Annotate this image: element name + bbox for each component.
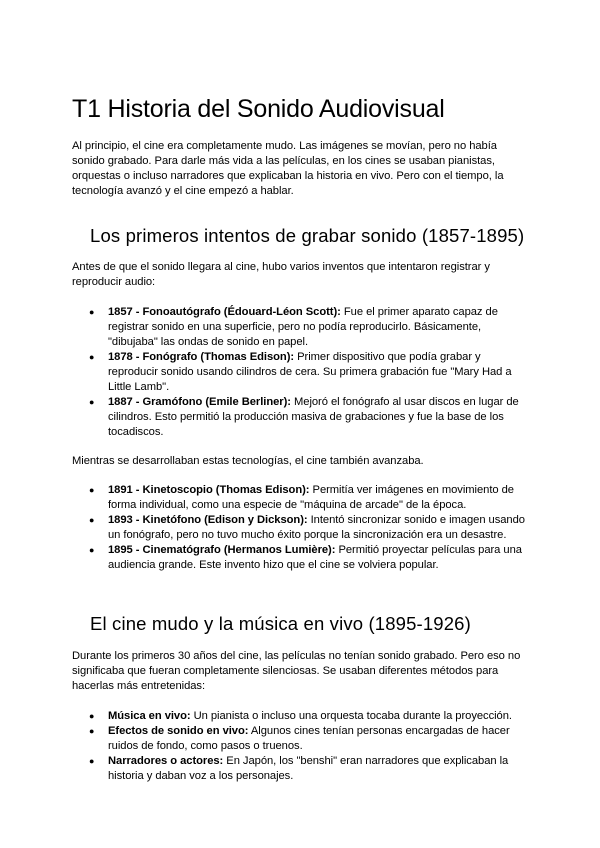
list-item-text: Primer dispositivo que podía grabar y reproducir sonido usando cilindros de cera. Su primera grabación fue "Mary Had a Little Lamb". <box>108 351 512 393</box>
list-item <box>72 709 532 724</box>
list-item-title: 1878 - Fonógrafo (Thomas Edison): <box>108 351 295 363</box>
bullet-icon: ● <box>89 545 95 555</box>
section2-intro-paragraph: Durante los primeros 30 años del cine, las películas no tenían sonido grabado. Pero eso no significaba que fueran completamente silenciosas. Se usaban diferentes métodos para hacerlas más entretenidas: <box>72 650 521 692</box>
bullet-icon: ● <box>89 756 95 766</box>
list-item <box>72 483 532 513</box>
section1-intro-paragraph: Antes de que el sonido llegara al cine, hubo varios inventos que intentaron registrar y reproducir audio: <box>72 261 490 288</box>
document-page <box>72 93 532 784</box>
list-item-title: 1895 - Cinematógrafo (Hermanos Lumière): <box>108 544 336 556</box>
list-item-title: 1887 - Gramófono (Emile Berliner): <box>108 396 291 408</box>
bullet-icon: ● <box>89 352 95 362</box>
bullet-icon: ● <box>89 726 95 736</box>
page-title: T1 Historia del Sonido Audiovisual <box>72 95 445 123</box>
list-item-text: Algunos cines tenían personas encargadas de hacer ruidos de fondo, como pasos o truenos. <box>108 725 510 752</box>
list-item <box>72 305 532 350</box>
silent-cinema-methods-list <box>72 709 532 784</box>
bullet-icon: ● <box>89 307 95 317</box>
bullet-icon: ● <box>89 485 95 495</box>
list-item <box>72 395 532 440</box>
bullet-icon: ● <box>89 711 95 721</box>
transition-paragraph: Mientras se desarrollaban estas tecnologías, el cine también avanzaba. <box>72 455 424 467</box>
list-item-title: Música en vivo: <box>108 710 191 722</box>
list-item <box>72 543 532 573</box>
list-item-text: Mejoró el fonógrafo al usar discos en lugar de cilindros. Esto permitió la producción masiva de grabaciones y fue la base de los tocadiscos. <box>108 396 519 438</box>
list-item-title: Efectos de sonido en vivo: <box>108 725 249 737</box>
list-item <box>72 754 532 784</box>
section-heading-early-recording: Los primeros intentos de grabar sonido (1857-1895) <box>90 225 525 246</box>
list-item-title: 1891 - Kinetoscopio (Thomas Edison): <box>108 484 310 496</box>
list-item <box>72 724 532 754</box>
list-item-text: Permitió proyectar películas para una audiencia grande. Este invento hizo que el cine se volviera popular. <box>108 544 522 571</box>
list-item <box>72 350 532 395</box>
list-item-text: Fue el primer aparato capaz de registrar sonido en una superficie, pero no podía reproducirlo. Básicamente, "dibujaba" las ondas de sonido en papel. <box>108 306 498 348</box>
cinema-inventions-list <box>72 483 532 573</box>
list-item-text: Un pianista o incluso una orquesta tocaba durante la proyección. <box>190 710 512 722</box>
list-item-title: Narradores o actores: <box>108 755 224 767</box>
list-item-text: Intentó sincronizar sonido e imagen usando un fonógrafo, pero no tuvo mucho éxito porque la sincronización era un desastre. <box>108 514 525 541</box>
list-item-text: En Japón, los "benshi" eran narradores que explicaban la historia y daban voz a los personajes. <box>108 755 509 782</box>
list-item-title: 1893 - Kinetófono (Edison y Dickson): <box>108 514 308 526</box>
bullet-icon: ● <box>89 397 95 407</box>
bullet-icon: ● <box>89 515 95 525</box>
list-item-text: Permitía ver imágenes en movimiento de forma individual, como una especie de "máquina de arcade" de la época. <box>108 484 514 511</box>
list-item <box>72 513 532 543</box>
early-inventions-list <box>72 305 532 440</box>
intro-paragraph: Al principio, el cine era completamente mudo. Las imágenes se movían, pero no había sonido grabado. Para darle más vida a las películas, en los cines se usaban pianistas, orquestas o incluso narradores que explicaban la historia en vivo. Pero con el tiempo, la tecnología avanzó y el cine empezó a hablar. <box>72 140 504 197</box>
section-heading-silent-cinema: El cine mudo y la música en vivo (1895-1926) <box>90 613 471 634</box>
list-item-title: 1857 - Fonoautógrafo (Édouard-Léon Scott): <box>108 306 341 318</box>
